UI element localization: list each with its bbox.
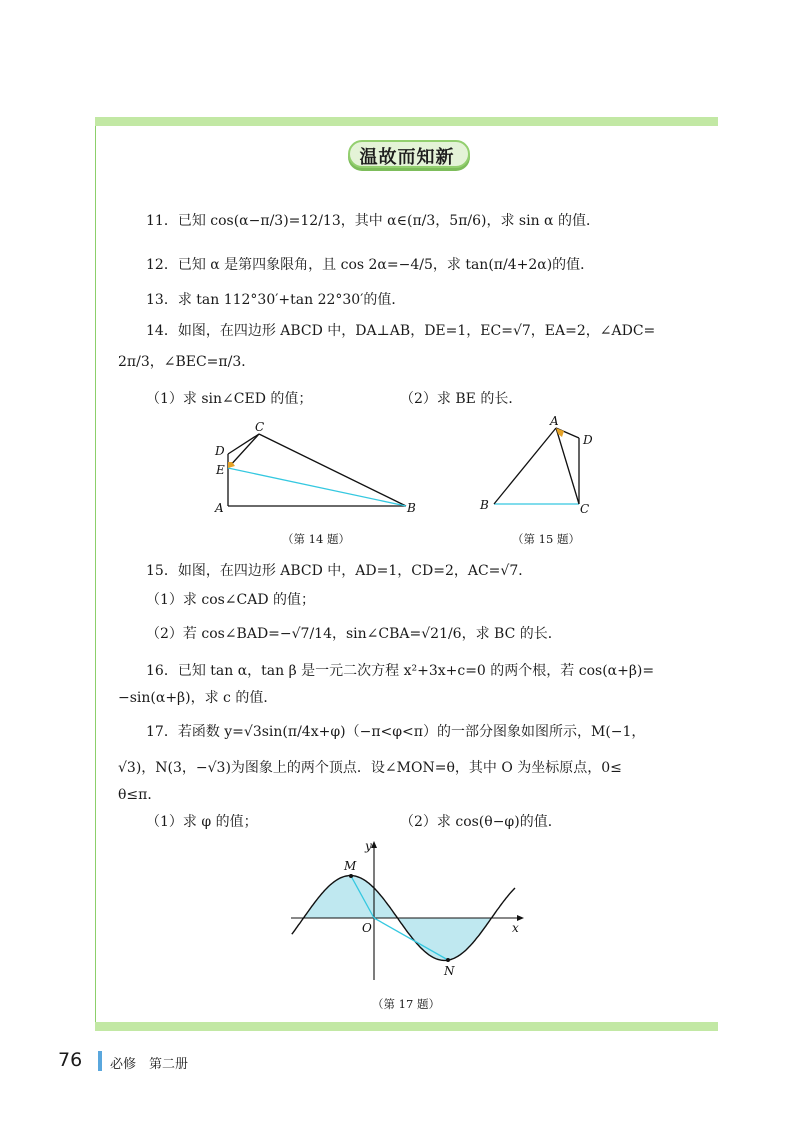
label-d: D	[583, 433, 593, 447]
section-title: 温故而知新	[359, 147, 455, 168]
problem-17-line-1: 17．若函数 y=√3sin(π/4x+φ)（−π<φ<π）的一部分图象如图所示，M(−1，	[146, 724, 646, 740]
label-c: C	[580, 502, 590, 516]
label-e: E	[216, 463, 225, 477]
problem-17-question-2: （2）求 cos(θ−φ)的值．	[400, 814, 562, 830]
section-banner	[342, 136, 472, 172]
segment-ac	[556, 428, 579, 504]
top-green-bar	[95, 117, 718, 126]
problem-15-question-2: （2）若 cos∠BAD=−√7/14，sin∠CBA=√21/6，求 BC 的长．	[146, 626, 562, 642]
label-d: D	[215, 444, 225, 458]
segment-eb	[228, 468, 406, 506]
problem-14-line-2: 2π/3，∠BEC=π/3．	[118, 354, 256, 370]
point-m	[349, 874, 353, 878]
page-number: 76	[58, 1049, 83, 1071]
label-x: x	[512, 921, 519, 935]
footer-accent-bar	[98, 1051, 102, 1071]
bottom-green-bar	[95, 1022, 718, 1031]
problem-15-line-1: 15．如图，在四边形 ABCD 中，AD=1，CD=2，AC=√7．	[146, 563, 533, 579]
label-b: B	[407, 501, 416, 515]
problem-17-question-1: （1）求 φ 的值；	[146, 814, 258, 830]
problem-15-question-1: （1）求 cos∠CAD 的值；	[146, 592, 316, 608]
problem-12: 12．已知 α 是第四象限角，且 cos 2α=−4/5，求 tan(π/4+2α)的值．	[146, 257, 595, 273]
point-n	[446, 958, 450, 962]
problem-11: 11．已知 cos(α−π/3)=12/13，其中 α∈(π/3，5π/6)，求 sin α 的值．	[146, 213, 600, 229]
problem-16-line-1: 16．已知 tan α，tan β 是一元二次方程 x²+3x+c=0 的两个根，若 cos(α+β)=	[146, 663, 655, 679]
figure-14	[210, 418, 420, 518]
problem-14-question-2: （2）求 BE 的长．	[400, 391, 523, 407]
label-b: B	[480, 498, 489, 512]
problem-17-line-2: √3)，N(3，−√3)为图象上的两个顶点．设∠MON=θ，其中 O 为坐标原点，0≤	[118, 760, 622, 776]
label-m: M	[344, 859, 357, 873]
footer-book-title: 必修 第二册	[110, 1057, 189, 1072]
caption-figure-17: （第 17 题）	[372, 997, 440, 1011]
problem-16-line-2: −sin(α+β)，求 c 的值．	[118, 690, 278, 706]
label-y: y	[365, 839, 372, 853]
label-n: N	[444, 964, 455, 978]
figure-17	[285, 838, 535, 988]
segment-ab	[494, 428, 556, 504]
caption-figure-15: （第 15 题）	[512, 532, 580, 546]
label-a: A	[215, 501, 224, 515]
y-axis-arrow	[371, 841, 377, 848]
figure-15	[478, 414, 608, 514]
label-c: C	[255, 420, 265, 434]
angle-mark	[228, 462, 235, 468]
problem-14-question-1: （1）求 sin∠CED 的值；	[146, 391, 313, 407]
label-o: O	[362, 921, 372, 935]
segment-cb	[259, 434, 406, 506]
problem-14-line-1: 14．如图，在四边形 ABCD 中，DA⊥AB，DE=1，EC=√7，EA=2，∠ADC=	[146, 323, 656, 339]
problem-17-line-3: θ≤π．	[118, 787, 162, 803]
caption-figure-14: （第 14 题）	[282, 532, 350, 546]
problem-13: 13．求 tan 112°30′+tan 22°30′的值．	[146, 292, 406, 308]
label-a: A	[550, 414, 559, 428]
